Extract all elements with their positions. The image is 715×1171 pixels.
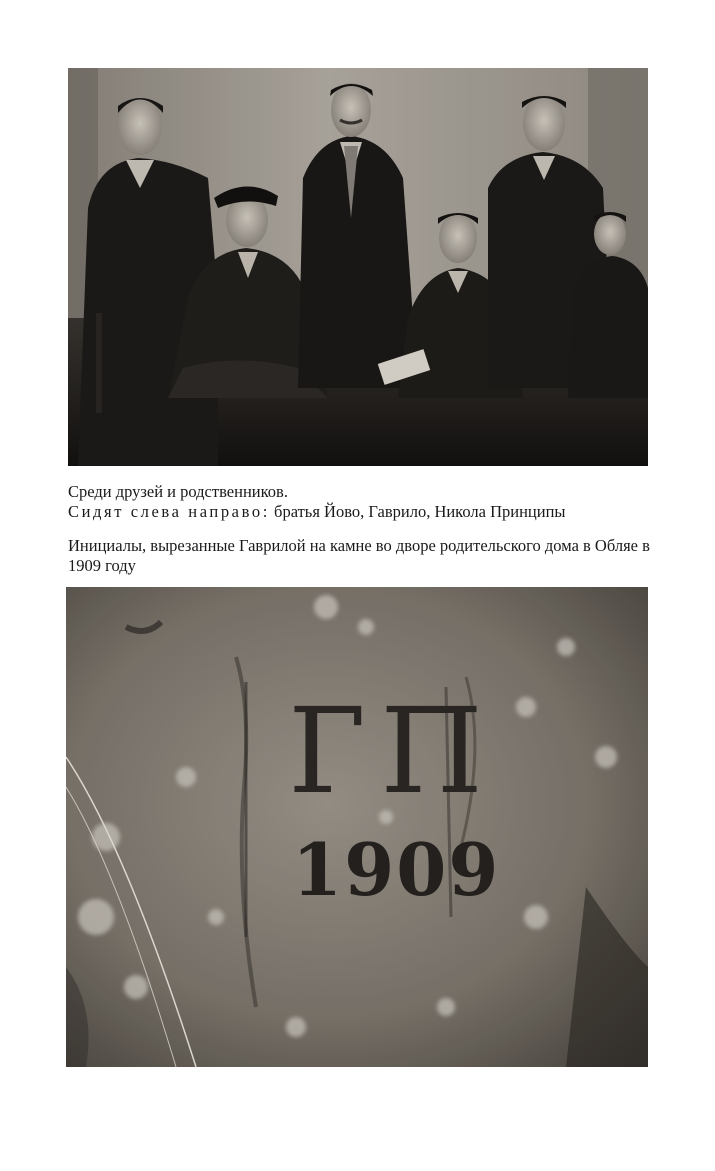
- group-caption-lead: Сидят слева направо:: [68, 502, 270, 521]
- group-portrait-photo: [68, 68, 648, 466]
- group-caption-names: братья Йово, Гаврило, Никола Принципы: [269, 502, 566, 521]
- stone-caption: Инициалы, вырезанные Гаврилой на камне во дворе родительского дома в Обляе в 1909 году: [68, 536, 650, 575]
- group-caption-line2: [68, 502, 668, 522]
- carved-initials: ГП: [288, 682, 498, 820]
- stone-carving-photo: [66, 587, 648, 1067]
- group-caption-line1: Среди друзей и родственников.: [68, 482, 288, 501]
- carved-year: 1909: [292, 827, 501, 912]
